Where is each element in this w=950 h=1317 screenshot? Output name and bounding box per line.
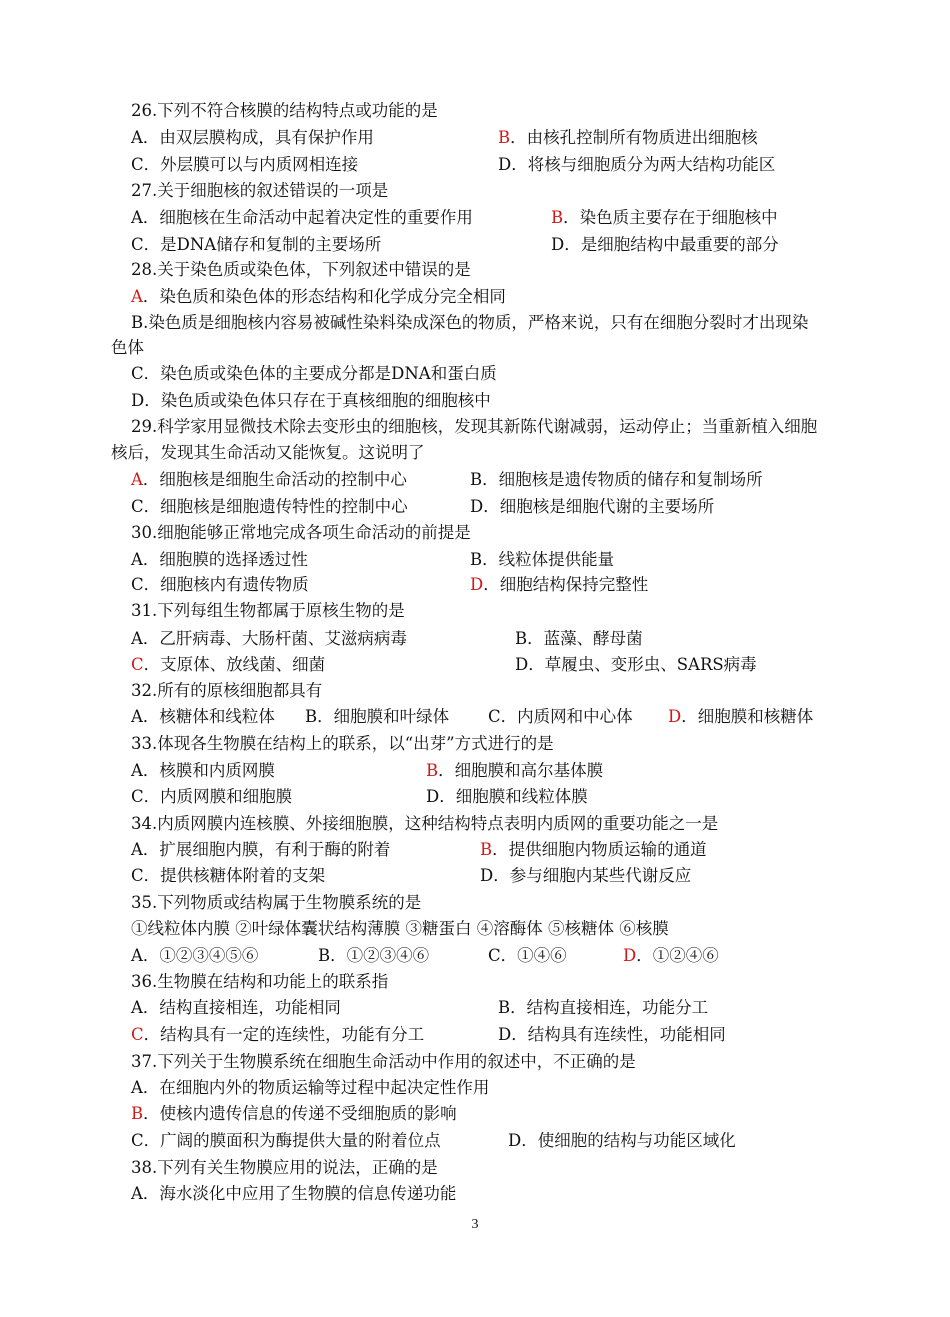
option-text: ．结构直接相连，功能分工: [510, 998, 709, 1017]
option-letter: B: [498, 128, 511, 147]
option-letter: B: [305, 707, 318, 726]
answer-option: [551, 208, 778, 228]
option-letter: C: [488, 707, 501, 726]
option-text: ．扩展细胞内膜，有利于酶的附着: [142, 840, 391, 859]
answer-option: [131, 497, 408, 517]
option-text: ．外层膜可以与内质网相连接: [143, 155, 359, 174]
answer-option: [488, 707, 633, 727]
answer-option: [131, 1025, 424, 1045]
option-text: ．线粒体提供能量: [482, 550, 615, 569]
option-text: ．①④⑥: [500, 946, 567, 965]
option-text: ．细胞核是细胞遗传特性的控制中心: [143, 497, 408, 516]
option-letter: D: [668, 707, 682, 726]
option-text: ．染色质或染色体的主要成分都是DNA和蛋白质: [143, 364, 497, 383]
option-letter: A: [131, 946, 143, 965]
answer-option: [426, 761, 603, 781]
answer-option: [131, 761, 275, 781]
option-text: ．染色质或染色体只存在于真核细胞的细胞核中: [144, 391, 491, 410]
option-letter: A: [131, 550, 143, 569]
answer-option: [131, 313, 808, 333]
option-text: ．内质网和中心体: [500, 707, 633, 726]
answer-option: [515, 655, 757, 675]
option-text: ．提供细胞内物质运输的通道: [492, 840, 707, 859]
answer-option: [131, 391, 491, 411]
answer-option: [498, 155, 775, 175]
option-text: ．①②④⑥: [636, 946, 719, 965]
option-letter: A: [131, 128, 143, 147]
option-letter: A: [131, 998, 143, 1017]
answer-option: [131, 364, 497, 384]
option-letter: D: [498, 1025, 512, 1044]
option-letter: A: [131, 629, 143, 648]
option-text: ．①②③④⑥: [330, 946, 430, 965]
question-stem: 36.生物膜在结构和功能上的联系指: [131, 972, 389, 991]
option-letter: B: [515, 629, 528, 648]
option-text: ．①②③④⑤⑥: [142, 946, 259, 965]
question-stem: 37.下列关于生物膜系统在细胞生命活动中作用的叙述中，不正确的是: [131, 1052, 636, 1071]
option-letter: A: [131, 287, 143, 306]
option-letter: C: [131, 364, 144, 383]
option-letter: A: [131, 707, 143, 726]
answer-option: [131, 707, 275, 727]
option-text: ．内质网膜和细胞膜: [143, 787, 293, 806]
answer-option: [131, 787, 292, 807]
option-letter: A: [131, 840, 143, 859]
option-letter: D: [426, 787, 440, 806]
option-letter: A: [131, 470, 143, 489]
option-letter: A: [131, 1078, 143, 1097]
option-letter: C: [131, 787, 144, 806]
option-letter: B: [480, 840, 493, 859]
answer-option: [131, 550, 308, 570]
answer-option: [131, 287, 506, 307]
option-text: ．细胞核是遗传物质的储存和复制场所: [482, 470, 763, 489]
option-letter: B: [470, 550, 483, 569]
question-stem: 28.关于染色质或染色体，下列叙述中错误的是: [131, 260, 471, 279]
answer-option: [426, 787, 588, 807]
question-stem: 33.体现各生物膜在结构上的联系，以“出芽”方式进行的是: [131, 734, 554, 753]
option-letter: D: [551, 235, 565, 254]
option-letter: B: [470, 470, 483, 489]
answer-option: [131, 235, 381, 255]
option-letter: D: [515, 655, 529, 674]
option-text: ．细胞膜和线粒体膜: [439, 787, 588, 806]
option-letter: D: [480, 866, 494, 885]
option-letter: B: [318, 946, 331, 965]
option-letter: A: [131, 208, 143, 227]
answer-option: [515, 629, 643, 649]
option-text: ．蓝藻、酵母菌: [527, 629, 643, 648]
question-stem: ①线粒体内膜 ②叶绿体囊状结构薄膜 ③糖蛋白 ④溶酶体 ⑤核糖体 ⑥核膜: [131, 919, 669, 938]
answer-option: [480, 866, 691, 886]
answer-option: [668, 707, 813, 727]
option-text: ．细胞膜和叶绿体: [317, 707, 450, 726]
answer-option: [623, 946, 719, 966]
answer-option: [131, 1131, 441, 1151]
option-text: ．核糖体和线粒体: [142, 707, 275, 726]
answer-option: [131, 128, 374, 148]
option-text: ．由双层膜构成，具有保护作用: [142, 128, 374, 147]
answer-option: [318, 946, 429, 966]
option-text: ．结构具有连续性，功能相同: [511, 1025, 726, 1044]
answer-option: [131, 840, 390, 860]
option-letter: D: [470, 497, 484, 516]
option-letter: C: [131, 497, 144, 516]
option-text: ．由核孔控制所有物质进出细胞核: [510, 128, 758, 147]
option-text: ．提供核糖体附着的支架: [143, 866, 326, 885]
answer-option: [131, 629, 407, 649]
option-text: ．是细胞结构中最重要的部分: [564, 235, 779, 254]
answer-option: [470, 550, 614, 570]
option-text: ．细胞核是细胞生命活动的控制中心: [142, 470, 407, 489]
option-text: ．细胞核是细胞代谢的主要场所: [483, 497, 715, 516]
option-letter: D: [508, 1131, 522, 1150]
answer-option: [131, 866, 325, 886]
answer-option: [498, 128, 758, 148]
question-stem: 35.下列物质或结构属于生物膜系统的是: [131, 893, 422, 912]
answer-option: [470, 497, 714, 517]
option-text: ．细胞核内有遗传物质: [143, 575, 309, 594]
option-text: ．广阔的膜面积为酶提供大量的附着位点: [143, 1131, 441, 1150]
page-number: 3: [471, 1217, 479, 1232]
option-letter: A: [131, 1184, 143, 1203]
answer-option: [131, 1078, 489, 1098]
option-letter: C: [131, 655, 144, 674]
answer-option: [131, 575, 309, 595]
option-text: ．染色质主要存在于细胞核中: [563, 208, 778, 227]
option-text: ．细胞膜和高尔基体膜: [438, 761, 604, 780]
option-text: ．细胞核在生命活动中起着决定性的重要作用: [142, 208, 473, 227]
option-letter: D: [470, 575, 484, 594]
option-text: ．核膜和内质网膜: [142, 761, 275, 780]
option-text: ．结构具有一定的连续性，功能有分工: [143, 1025, 425, 1044]
question-stem: 29.科学家用显微技术除去变形虫的细胞核，发现其新陈代谢减弱，运动停止；当重新植入细胞: [131, 417, 818, 436]
answer-option: [131, 1184, 456, 1204]
question-stem: 26.下列不符合核膜的结构特点或功能的是: [131, 101, 438, 120]
answer-option: [498, 998, 708, 1018]
answer-option: [131, 1104, 457, 1124]
option-text: ．细胞结构保持完整性: [483, 575, 649, 594]
option-letter: C: [131, 1131, 144, 1150]
option-text: ．细胞膜和核糖体: [681, 707, 814, 726]
option-letter: D: [498, 155, 512, 174]
answer-option: [480, 840, 707, 860]
answer-option: [470, 575, 648, 595]
option-text: ．细胞膜的选择透过性: [142, 550, 308, 569]
option-letter: C: [131, 866, 144, 885]
option-letter: B: [498, 998, 511, 1017]
answer-option: [131, 946, 258, 966]
option-letter: B: [131, 313, 144, 332]
answer-option: [488, 946, 567, 966]
question-stem: 34.内质网膜内连核膜、外接细胞膜，这种结构特点表明内质网的重要功能之一是: [131, 814, 719, 833]
question-stem: 38.下列有关生物膜应用的说法，正确的是: [131, 1158, 438, 1177]
answer-option: [111, 338, 144, 358]
question-stem: 核后，发现其生命活动又能恢复。这说明了: [111, 443, 425, 462]
option-letter: D: [131, 391, 145, 410]
option-text: ．海水淡化中应用了生物膜的信息传递功能: [142, 1184, 457, 1203]
answer-option: [131, 998, 341, 1018]
option-letter: C: [131, 155, 144, 174]
option-text: ．使细胞的结构与功能区域化: [521, 1131, 736, 1150]
option-text: ．使核内遗传信息的传递不受细胞质的影响: [143, 1104, 457, 1123]
option-letter: C: [488, 946, 501, 965]
option-letter: B: [131, 1104, 144, 1123]
answer-option: [305, 707, 449, 727]
answer-option: [131, 208, 473, 228]
option-text: ．染色质和染色体的形态结构和化学成分完全相同: [142, 287, 506, 306]
option-text: ．是DNA储存和复制的主要场所: [143, 235, 382, 254]
answer-option: [551, 235, 779, 255]
option-letter: D: [623, 946, 637, 965]
answer-option: [131, 470, 407, 490]
answer-option: [131, 655, 325, 675]
answer-option: [508, 1131, 736, 1151]
answer-option: [498, 1025, 726, 1045]
option-letter: B: [551, 208, 564, 227]
question-stem: 30.细胞能够正常地完成各项生命活动的前提是: [131, 523, 471, 542]
question-stem: 27.关于细胞核的叙述错误的一项是: [131, 181, 389, 200]
option-text: ．参与细胞内某些代谢反应: [493, 866, 692, 885]
question-stem: 31.下列每组生物都属于原核生物的是: [131, 601, 405, 620]
option-text: ．在细胞内外的物质运输等过程中起决定性作用: [142, 1078, 490, 1097]
option-text: ．乙肝病毒、大肠杆菌、艾滋病病毒: [142, 629, 407, 648]
option-letter: C: [131, 575, 144, 594]
option-text: ．结构直接相连，功能相同: [142, 998, 341, 1017]
option-letter: A: [131, 761, 143, 780]
answer-option: [131, 155, 358, 175]
option-letter: C: [131, 1025, 144, 1044]
option-letter: C: [131, 235, 144, 254]
option-letter: B: [426, 761, 439, 780]
option-text: ．将核与细胞质分为两大结构功能区: [511, 155, 776, 174]
answer-option: [470, 470, 763, 490]
option-text: ．草履虫、变形虫、SARS病毒: [528, 655, 757, 674]
question-stem: 32.所有的原核细胞都具有: [131, 681, 323, 700]
option-text: .染色质是细胞核内容易被碱性染料染成深色的物质，严格来说，只有在细胞分裂时才出现染: [143, 313, 809, 332]
option-text: 色体: [111, 338, 144, 357]
option-text: ．支原体、放线菌、细菌: [143, 655, 326, 674]
